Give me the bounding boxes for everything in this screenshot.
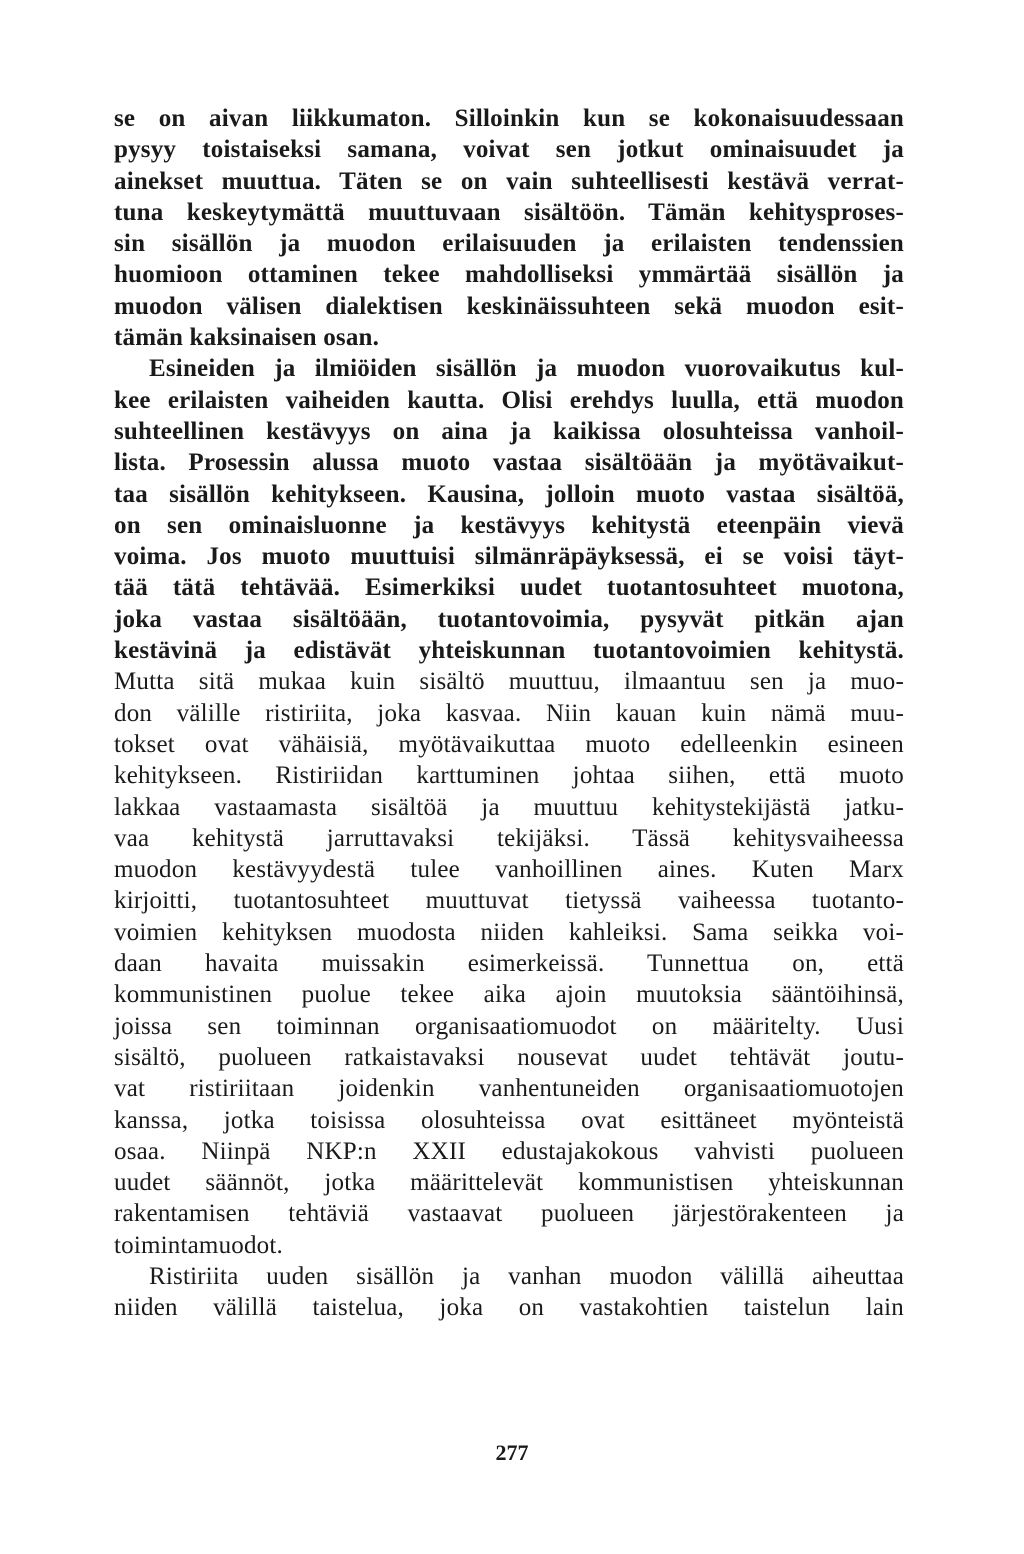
body-text [114,103,904,1324]
page-number: 277 [495,1440,529,1465]
text-line: huomioon ottaminen tekee mahdolliseksi ymmärtää sisällön ja [114,261,904,289]
text-line: kestävinä ja edistävät yhteiskunnan tuotantovoimien kehitystä. [114,637,904,665]
text-line: muodon kestävyydestä tulee vanhoillinen aines. Kuten Marx [114,856,904,884]
text-line: don välille ristiriita, joka kasvaa. Niin kauan kuin nämä muu- [114,699,904,727]
text-line: Mutta sitä mukaa kuin sisältö muuttuu, ilmaantuu sen ja muo- [114,668,904,696]
text-line: se on aivan liikkumaton. Silloinkin kun se kokonaisuudessaan [114,105,904,132]
text-line: vaa kehitystä jarruttavaksi tekijäksi. Tässä kehitysvaiheessa [114,824,904,852]
text-line: kommunistinen puolue tekee aika ajoin muutoksia sääntöihinsä, [114,981,904,1009]
text-line: Esineiden ja ilmiöiden sisällön ja muodon vuorovaikutus kul- [149,355,904,383]
text-line: daan havaita muissakin esimerkeissä. Tunnettua on, että [114,950,904,978]
text-line: voimien kehityksen muodosta niiden kahleiksi. Sama seikka voi- [114,918,904,946]
text-line: tuna keskeytymättä muuttuvaan sisältöön. Tämän kehitysproses- [114,198,904,226]
text-line: ainekset muuttua. Täten se on vain suhteellisesti kestävä verrat- [114,167,904,195]
text-line: joka vastaa sisältöään, tuotantovoimia, pysyvät pitkän ajan [114,605,904,633]
text-line: voima. Jos muoto muuttuisi silmänräpäyksessä, ei se voisi täyt- [114,543,904,571]
text-line: rakentamisen tehtäviä vastaavat puolueen järjestörakenteen ja [114,1200,904,1228]
text-line: kehitykseen. Ristiriidan karttuminen johtaa siihen, että muoto [114,762,904,790]
text-line: kee erilaisten vaiheiden kautta. Olisi erehdys luulla, että muodon [114,386,904,414]
text-line: niiden välillä taistelua, joka on vastakohtien taistelun lain [114,1294,904,1322]
text-line: kanssa, jotka toisissa olosuhteissa ovat esittäneet myönteistä [114,1106,904,1134]
text-line: Ristiriita uuden sisällön ja vanhan muodon välillä aiheuttaa [149,1262,904,1290]
text-line: uudet säännöt, jotka määrittelevät kommunistisen yhteiskunnan [114,1169,904,1197]
text-line: joissa sen toiminnan organisaatiomuodot on määritelty. Uusi [114,1012,904,1040]
text-line: taa sisällön kehitykseen. Kausina, jolloin muoto vastaa sisältöä, [114,480,904,508]
text-line: suhteellinen kestävyys on aina ja kaikissa olosuhteissa vanhoil- [114,417,904,445]
text-line: lakkaa vastaamasta sisältöä ja muuttuu kehitystekijästä jatku- [114,793,904,821]
text-line: osaa. Niinpä NKP:n XXII edustajakokous vahvisti puolueen [114,1137,904,1165]
text-line: sin sisällön ja muodon erilaisuuden ja erilaisten tendenssien [114,230,904,258]
text-line: kirjoitti, tuotantosuhteet muuttuvat tietyssä vaiheessa tuotanto- [114,887,904,915]
text-line: tokset ovat vähäisiä, myötävaikuttaa muoto edelleenkin esineen [114,730,904,758]
text-line: on sen ominaisluonne ja kestävyys kehitystä eteenpäin vievä [114,511,904,539]
text-line: toimintamuodot. [114,1231,283,1259]
text-line: vat ristiriitaan joidenkin vanhentuneiden organisaatiomuotojen [114,1075,904,1103]
text-line: lista. Prosessin alussa muoto vastaa sisältöään ja myötävaikut- [114,449,904,477]
text-line: tää tätä tehtävää. Esimerkiksi uudet tuotantosuhteet muotona, [114,574,904,602]
text-line: tämän kaksinaisen osan. [114,324,380,352]
text-line: pysyy toistaiseksi samana, voivat sen jotkut ominaisuudet ja [114,136,904,164]
text-line: muodon välisen dialektisen keskinäissuhteen sekä muodon esit- [114,292,904,320]
text-line: sisältö, puolueen ratkaistavaksi nousevat uudet tehtävät joutu- [114,1043,904,1071]
